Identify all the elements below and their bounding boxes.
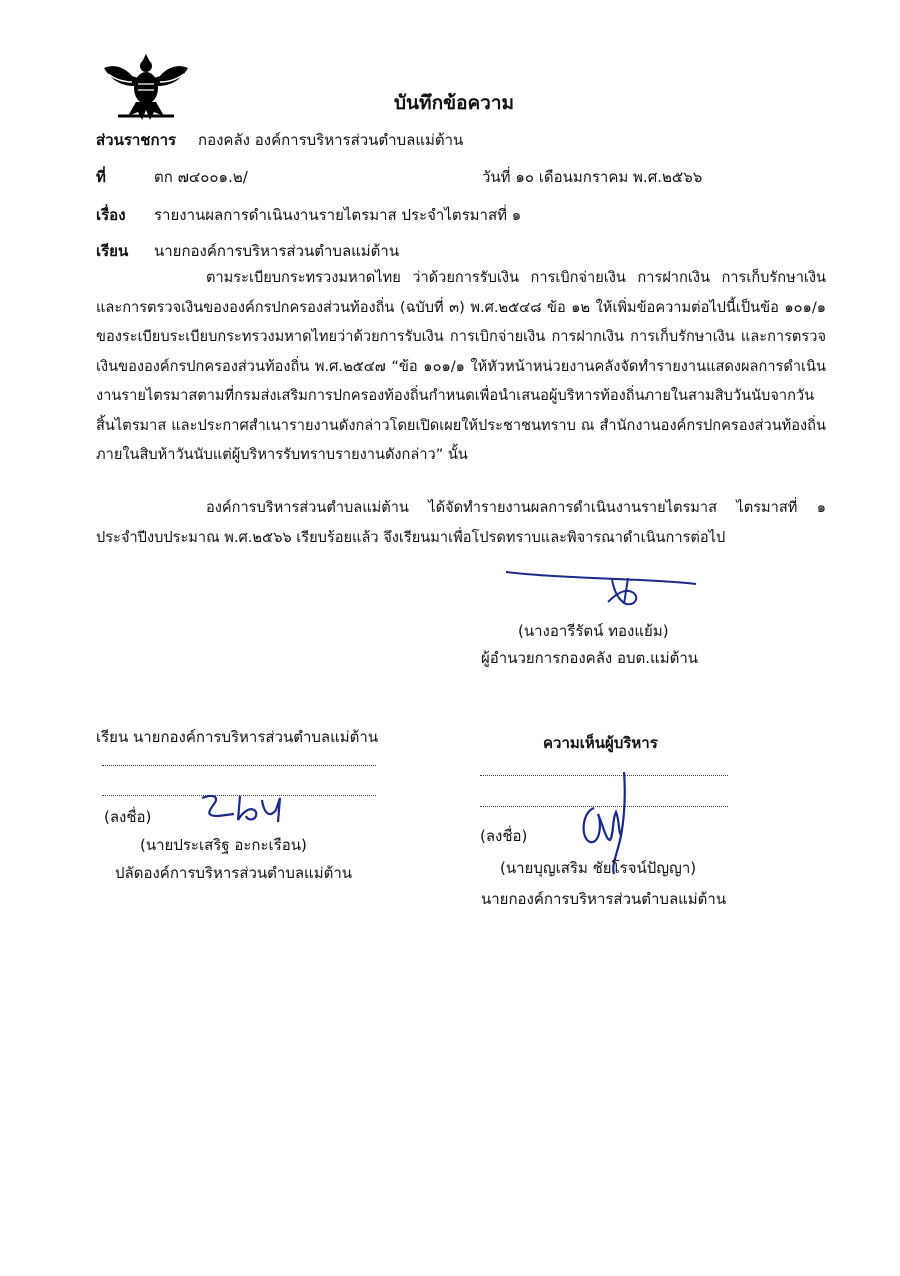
mayor-position: นายกองค์การบริหารส่วนตำบลแม่ต้าน — [481, 890, 727, 908]
body-paragraph-2-text: องค์การบริหารส่วนตำบลแม่ต้าน ได้จัดทำรายงานผลการดำเนินงานรายไตรมาส ไตรมาสที่ ๑ ประจำปีงบประมาณ พ.ศ.๒๕๖๖ เรียบร้อยแล้ว จึงเรียนมาเพื่อโปรดทราบและพิจารณาดำเนินการต่อไป — [96, 499, 826, 546]
addressee-value: นายกองค์การบริหารส่วนตำบลแม่ต้าน — [154, 242, 400, 260]
left-sign-label: (ลงชื่อ) — [104, 808, 152, 826]
memo-title: บันทึกข้อความ — [394, 92, 515, 114]
left-addressee-line: เรียน นายกองค์การบริหารส่วนตำบลแม่ต้าน — [96, 728, 379, 746]
garuda-emblem — [98, 50, 194, 124]
mayor-name: (นายบุญเสริม ชัยโรจน์ปัญญา) — [500, 859, 697, 877]
addressee-label: เรียน — [96, 242, 129, 260]
subject-label: เรื่อง — [96, 206, 126, 224]
memo-date: วันที่ ๑๐ เดือนมกราคม พ.ศ.๒๕๖๖ — [482, 168, 703, 186]
left-comment-line-1 — [102, 765, 376, 766]
deputy-name: (นายประเสริฐ อะกะเรือน) — [140, 836, 307, 854]
body-paragraph-1-text: ตามระเบียบกระทรวงมหาดไทย ว่าด้วยการรับเงิน การเบิกจ่ายเงิน การฝากเงิน การเก็บรักษาเงิน และการตรวจเงินขององค์กรปกครองส่วนท้องถิ่น (ฉบับที่ ๓) พ.ศ.๒๕๔๘ ข้อ ๑๒ ให้เพิ่มข้อความต่อไปนี้เป็นข้อ ๑๐๑/๑ ของระเบียบระเบียบกระทรวงมหาดไทยว่าด้วยการรับเงิน การเบิกจ่ายเงิน การฝากเงิน การเก็บรักษาเงิน และการตรวจเงินขององค์กรปกครองส่วนท้องถิ่น พ.ศ.๒๕๔๗ “ข้อ ๑๐๑/๑ ให้หัวหน้าหน่วยงานคลังจัดทำรายงานแสดงผลการดำเนินงานรายไตรมาสตามที่กรมส่งเสริมการปกครองท้องถิ่นกำหนดเพื่อนำเสนอผู้บริหารท้องถิ่นภายในสามสิบวันนับจากวันสิ้นไตรมาส และประกาศสำเนารายงานดังกล่าวโดยเปิดเผยให้ประชาชนทราบ ณ สำนักงานองค์กรปกครองส่วนท้องถิ่นภายในสิบห้าวันนับแต่ผู้บริหารรับทราบรายงานดังกล่าว” นั้น — [96, 269, 826, 463]
department-label: ส่วนราชการ — [96, 131, 177, 149]
right-sign-label: (ลงชื่อ) — [480, 827, 528, 845]
department-value: กองคลัง องค์การบริหารส่วนตำบลแม่ต้าน — [198, 131, 464, 149]
reference-label: ที่ — [96, 168, 106, 186]
director-position: ผู้อำนวยการกองคลัง อบต.แม่ต้าน — [481, 649, 698, 667]
director-name: (นางอารีรัตน์ ทองแย้ม) — [518, 622, 669, 640]
deputy-signature — [198, 792, 294, 828]
body-paragraph-2 — [96, 493, 826, 552]
executive-opinion-heading: ความเห็นผู้บริหาร — [543, 734, 658, 752]
deputy-position: ปลัดองค์การบริหารส่วนตำบลแม่ต้าน — [115, 864, 353, 882]
subject-value: รายงานผลการดำเนินงานรายไตรมาส ประจำไตรมาสที่ ๑ — [154, 206, 522, 224]
body-paragraph-1 — [96, 263, 826, 470]
director-signature — [500, 566, 700, 610]
reference-number: ตก ๗๔๐๐๑.๒/ — [154, 168, 248, 186]
